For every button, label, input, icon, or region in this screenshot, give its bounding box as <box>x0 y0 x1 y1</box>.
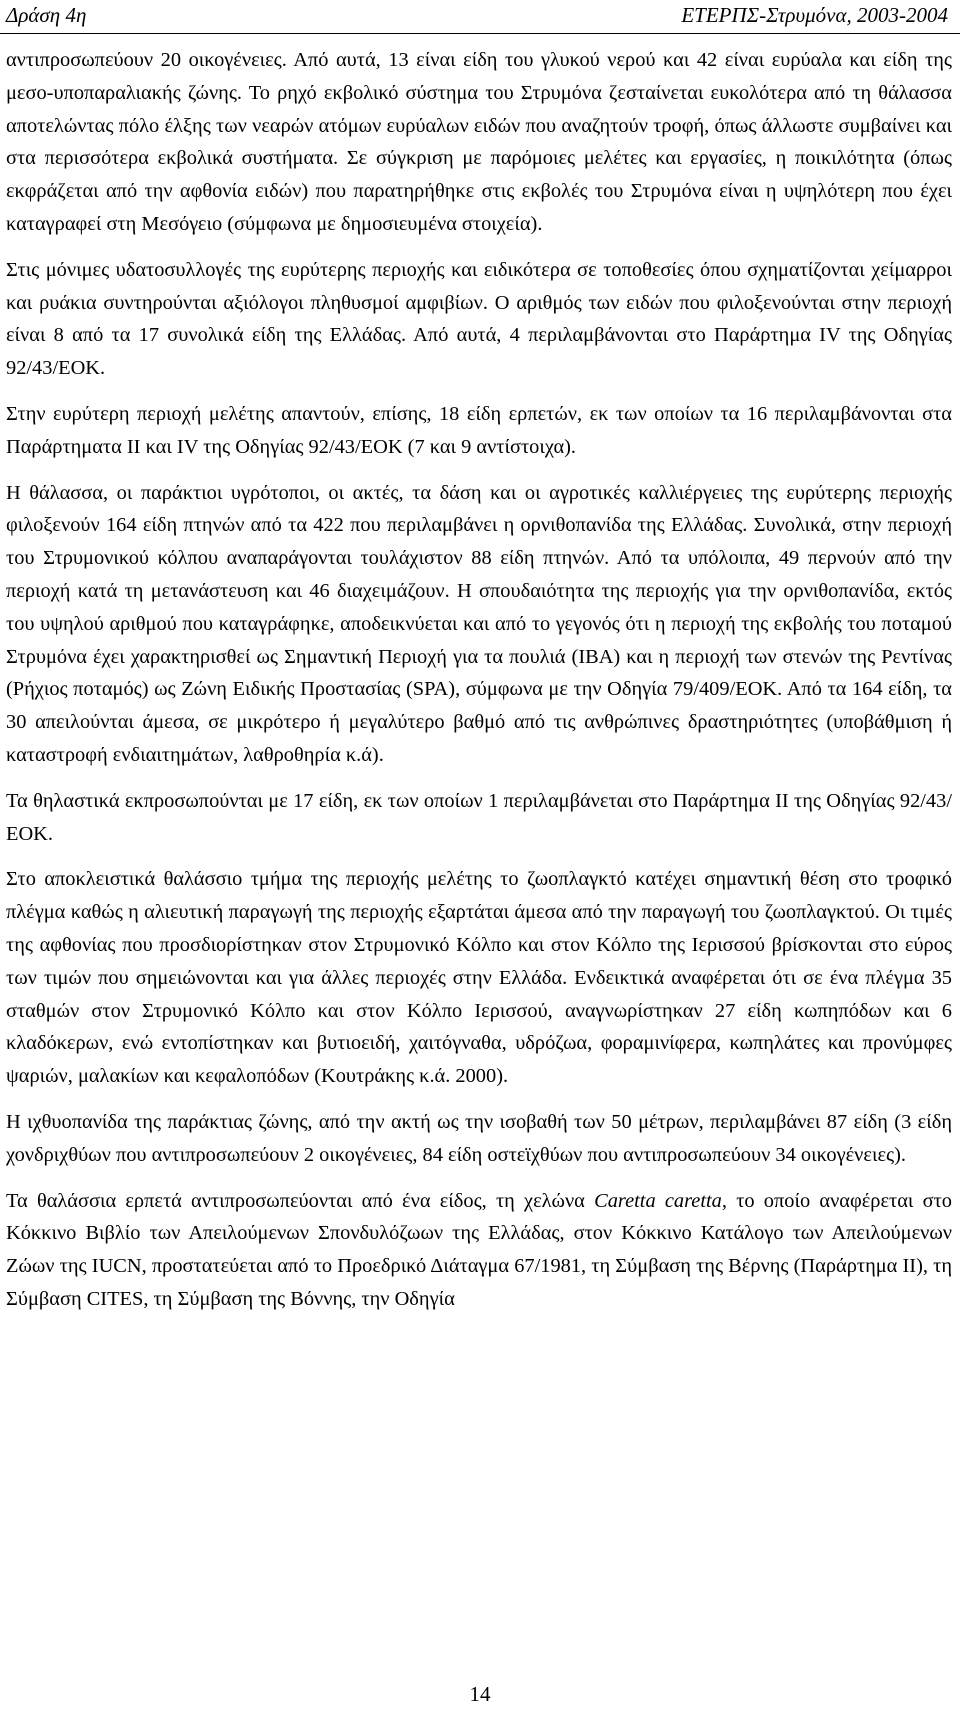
paragraph-fishes-continued: αντιπροσωπεύουν 20 οικογένειες. Από αυτά, 13 είναι είδη του γλυκού νερού και 42 είναι ευρύαλα και είδη της μεσο-υποπαραλιακής ζώνης. Το ρηχό εκβολικό σύστημα του Στρυμόνα ζεσταίνεται ευκολότερα από τη θάλασσα αποτελώντας πόλο έλξης των νεαρών ατόμων ευρύαλων ειδών που αναζητούν τροφή, όπως άλλωστε συμβαίνει και στα περισσότερα εκβολικά συστήματα. Σε σύγκριση με παρόμοιες μελέτες και εργασίες, η ποικιλότητα (όπως εκφράζεται από την αφθονία ειδών) που παρατηρήθηκε στις εκβολές του Στρυμόνα είναι η υψηλότερη που έχει καταγραφεί στη Μεσόγειο (σύμφωνα με δημοσιευμένα στοιχεία). <box>6 49 952 235</box>
paragraph-ichthyofauna: Η ιχθυοπανίδα της παράκτιας ζώνης, από την ακτή ως την ισοβαθή των 50 μέτρων, περιλαμβάνει 87 είδη (3 είδη χονδριχθύων που αντιπροσωπεύουν 2 οικογένειες, 84 είδη οστεϊχθύων που αντιπροσωπεύουν 34 οικογένειες). <box>6 1110 952 1166</box>
paragraph-sea-turtle <box>6 1185 952 1316</box>
header-right-title: ΕΤΕΡΠΣ-Στρυμόνα, 2003-2004 <box>681 3 948 27</box>
paragraph-zooplankton: Στο αποκλειστικά θαλάσσιο τμήμα της περιοχής μελέτης το ζωοπλαγκτό κατέχει σημαντική θέση στο τροφικό πλέγμα καθώς η αλιευτική παραγωγή της περιοχής εξαρτάται άμεσα από την παραγωγή του ζωοπλαγκτού. Οι τιμές της αφθονίας που προσδιορίστηκαν στον Στρυμονικό Κόλπο και στον Κόλπο της Ιερισσού βρίσκονται στο εύρος των τιμών που σημειώνονται και για άλλες περιοχές στην Ελλάδα. Ενδεικτικά αναφέρεται ότι σε ένα πλέγμα 35 σταθμών στον Στρυμονικό Κόλπο και στον Κόλπο Ιερισσού, αναγνωρίστηκαν 27 είδη κωπηπόδων και 6 κλαδόκερων, ενώ εντοπίστηκαν και βυτιοειδή, χαιτόγναθα, υδρόζωα, φοραμινίφερα, κωπηλάτες και προνύμφες ψαριών, μαλακίων και κεφαλοπόδων (Κουτράκης κ.ά. 2000). <box>6 868 952 1088</box>
sea-turtle-text-end: , το οποίο αναφέρεται στο Κόκκινο Βιβλίο των Απειλούμενων Σπονδυλόζωων της Ελλάδας, στον Κόκκινο Κατάλογο των Απειλούμενων Ζώων της IUCN, προστατεύεται από το Προεδρικό Διάταγμα 67/1981, τη Σύμβαση της Βέρνης (Παράρτημα ΙΙ), τη Σύμβαση CITES, τη Σύμβαση της Βόννης, την Οδηγία <box>6 1189 953 1310</box>
paragraph-amphibians: Στις μόνιμες υδατοσυλλογές της ευρύτερης περιοχής και ειδικότερα σε τοποθεσίες όπου σχηματίζονται χείμαρροι και ρυάκια συντηρούνται αξιόλογοι πληθυσμοί αμφιβίων. Ο αριθμός των ειδών που φιλοξενούνται στην περιοχή είναι 8 από τα 17 συνολικά είδη της Ελλάδας. Από αυτά, 4 περιλαμβάνονται στο Παράρτημα IV της Οδηγίας 92/43/ΕΟΚ. <box>6 258 952 380</box>
header-divider <box>0 33 960 34</box>
paragraph-birds: Η θάλασσα, οι παράκτιοι υγρότοποι, οι ακτές, τα δάση και οι αγροτικές καλλιέργειες της ευρύτερης περιοχής φιλοξενούν 164 είδη πτηνών από τα 422 που περιλαμβάνει η ορνιθοπανίδα της Ελλάδας. Συνολικά, στην περιοχή του Στρυμονικού κόλπου αναπαράγονται τουλάχιστον 88 είδη πτηνών. Από τα υπόλοιπα, 49 περνούν από την περιοχή κατά τη μετανάστευση και 46 διαχειμάζουν. Η σπουδαιότητα της περιοχής για την ορνιθοπανίδα, εκτός του υψηλού αριθμού που καταγράφηκε, αποδεικνύεται και από το γεγονός ότι η περιοχή της εκβολής του ποταμού Στρυμόνα έχει χαρακτηρισθεί ως Σημαντική Περιοχή για τα πουλιά (ΙΒΑ) και η περιοχή των στενών της Ρεντίνας (Ρήχιος ποταμός) ως Ζώνη Ειδικής Προστασίας (SPA), σύμφωνα με την Οδηγία 79/409/ΕΟΚ. Από τα 164 είδη, τα 30 απειλούνται άμεσα, σε μικρότερο ή μεγαλύτερο βαθμό από τις ανθρώπινες δραστηριότητες (υποβάθμιση ή καταστροφή ενδιαιτημάτων, λαθροθηρία κ.ά). <box>6 481 952 766</box>
running-header <box>0 0 960 32</box>
paragraph-reptiles: Στην ευρύτερη περιοχή μελέτης απαντούν, επίσης, 18 είδη ερπετών, εκ των οποίων τα 16 περιλαμβάνονται στα Παράρτηματα ΙΙ και IV της Οδηγίας 92/43/ΕΟΚ (7 και 9 αντίστοιχα). <box>6 402 952 458</box>
body-text <box>6 44 952 1329</box>
header-left-title: Δράση 4η <box>6 3 87 27</box>
sea-turtle-text-start: Τα θαλάσσια ερπετά αντιπροσωπεύονται από ένα είδος, τη χελώνα <box>6 1189 595 1212</box>
page-number: 14 <box>469 1682 491 1706</box>
species-name-italic: Caretta caretta <box>594 1189 722 1212</box>
paragraph-mammals: Τα θηλαστικά εκπροσωπούνται με 17 είδη, εκ των οποίων 1 περιλαμβάνεται στο Παράρτημα ΙΙ της Οδηγίας 92/43/ΕΟΚ. <box>6 789 952 845</box>
